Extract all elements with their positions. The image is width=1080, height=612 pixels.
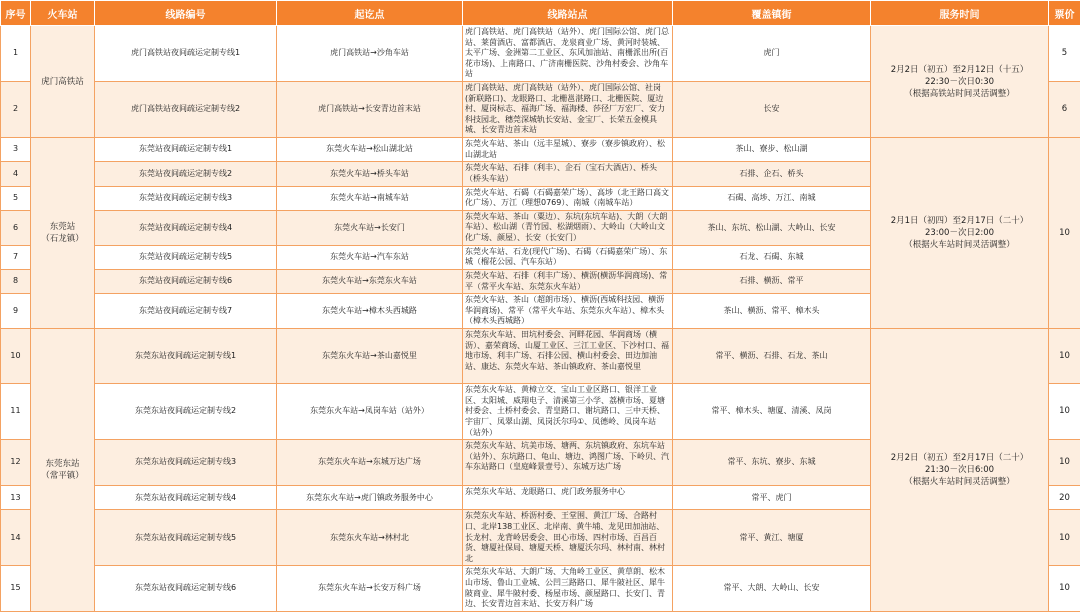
route: 虎门高铁站→长安青边首末站 bbox=[277, 82, 463, 138]
header-line: 线路编号 bbox=[95, 1, 277, 26]
row-no: 6 bbox=[1, 210, 31, 245]
line-name: 东莞站夜间疏运定制专线1 bbox=[95, 138, 277, 162]
row-no: 8 bbox=[1, 270, 31, 294]
row-no: 2 bbox=[1, 82, 31, 138]
stops: 虎门高铁站、虎门高铁站（站外）、虎门国际公馆、虎门总站、莱茵酒店、富都酒店、龙泉商业广场、黄河时装城、太平广场、金洲第二工业区、东风加油站、南栅派出所(百花市场)、上南路口、广济南栅医院、沙角村委会、沙角车站 bbox=[463, 26, 673, 82]
line-name: 虎门高铁站夜间疏运定制专线2 bbox=[95, 82, 277, 138]
stops: 东莞东火车站、大朗广场、大角岭工业区、黄草朗、松木山市场、鲁山工业城、公凹三路路口、犀牛陂社区、犀牛陂商业、犀牛陂村委、杨屋市场、颜屋路口、长安门、青边、长安青边首末站、长安万科广场 bbox=[463, 566, 673, 612]
coverage-area: 常平、大朗、大岭山、长安 bbox=[673, 566, 871, 612]
fare: 10 bbox=[1049, 440, 1080, 486]
fare: 10 bbox=[1049, 329, 1080, 384]
stops: 东莞火车站、茶山（远丰星城）、寮步（寮步镇政府）、松山湖北站 bbox=[463, 138, 673, 162]
header-area: 覆盖镇街 bbox=[673, 1, 871, 26]
row-no: 11 bbox=[1, 384, 31, 440]
fare: 6 bbox=[1049, 82, 1080, 138]
line-name: 东莞东站夜间疏运定制专线1 bbox=[95, 329, 277, 384]
coverage-area: 茶山、寮步、松山湖 bbox=[673, 138, 871, 162]
line-name: 东莞东站夜间疏运定制专线2 bbox=[95, 384, 277, 440]
stops: 东莞火车站、茶山（粟边）、东坑(东坑车站)、大朗（大朗车站）、松山湖（青竹园、松湖烟雨）、大岭山（大岭山文化广场、颜屋）、长安（长安门） bbox=[463, 210, 673, 245]
header-route: 起讫点 bbox=[277, 1, 463, 26]
coverage-area: 常平、樟木头、塘厦、清溪、凤岗 bbox=[673, 384, 871, 440]
stops: 东莞东火车站、龙眼路口、虎门政务服务中心 bbox=[463, 486, 673, 510]
coverage-area: 石龙、石碣、东城 bbox=[673, 245, 871, 269]
table-row bbox=[1, 329, 1080, 384]
fare: 20 bbox=[1049, 486, 1080, 510]
line-name: 东莞东站夜间疏运定制专线4 bbox=[95, 486, 277, 510]
coverage-area: 茶山、横沥、常平、樟木头 bbox=[673, 294, 871, 329]
route: 东莞火车站→南城车站 bbox=[277, 186, 463, 210]
route: 东莞火车站→樟木头西城路 bbox=[277, 294, 463, 329]
station-dongguan: 东莞站 （石龙镇） bbox=[31, 138, 95, 329]
route: 东莞火车站→长安门 bbox=[277, 210, 463, 245]
header-station: 火车站 bbox=[31, 1, 95, 26]
header-service-time: 服务时间 bbox=[871, 1, 1049, 26]
line-name: 虎门高铁站夜间疏运定制专线1 bbox=[95, 26, 277, 82]
header-fare: 票价 bbox=[1049, 1, 1080, 26]
fare: 10 bbox=[1049, 384, 1080, 440]
route: 东莞火车站→汽车东站 bbox=[277, 245, 463, 269]
coverage-area: 石碣、高埗、万江、南城 bbox=[673, 186, 871, 210]
line-name: 东莞站夜间疏运定制专线5 bbox=[95, 245, 277, 269]
row-no: 4 bbox=[1, 162, 31, 186]
coverage-area: 长安 bbox=[673, 82, 871, 138]
coverage-area: 石排、企石、桥头 bbox=[673, 162, 871, 186]
route: 东莞东火车站→虎门镇政务服务中心 bbox=[277, 486, 463, 510]
fare: 10 bbox=[1049, 138, 1080, 329]
stops: 东莞东火车站、黄樟立交、宝山工业区路口、银洋工业区、太阳城、威翔电子、清溪第三小学、荔横市场、夏塘村委会、土桥村委会、青皇路口、谢坑路口、三中天桥、宇宙厂、凤翠山湖、凤岗沃尔玛①、凤德岭、凤岗车站（站外） bbox=[463, 384, 673, 440]
line-name: 东莞东站夜间疏运定制专线5 bbox=[95, 510, 277, 566]
stops: 虎门高铁站、虎门高铁站（站外）、虎门国际公馆、社岗(新联路口)、龙眼路口、北栅邕湛路口、北栅医院、厦边村、厦岗标志、福海广场、福海楼、莎径厂万宏厂、安力科技园北、穗莞深城轨长安站、金宝厂、长荣五金模具城、长安青边首末站 bbox=[463, 82, 673, 138]
row-no: 1 bbox=[1, 26, 31, 82]
fare: 10 bbox=[1049, 510, 1080, 566]
route: 东莞火车站→桥头车站 bbox=[277, 162, 463, 186]
station-dongguan-east: 东莞东站 （常平镇） bbox=[31, 329, 95, 612]
service-time-dongguan-east: 2月2日（初五）至2月17日（二十） 21:30－次日6:00 （根据火车站时间灵活调整） bbox=[871, 329, 1049, 612]
route: 东莞东火车站→林村北 bbox=[277, 510, 463, 566]
service-time-humen: 2月2日（初五）至2月12日（十五） 22:30－次日0:30 （根据高铁站时间灵活调整） bbox=[871, 26, 1049, 138]
coverage-area: 虎门 bbox=[673, 26, 871, 82]
line-name: 东莞站夜间疏运定制专线4 bbox=[95, 210, 277, 245]
coverage-area: 常平、虎门 bbox=[673, 486, 871, 510]
stops: 东莞火车站、石龙(现代广场)、石碣（石碣嘉荣广场）、东城（榴花公园、汽车东站） bbox=[463, 245, 673, 269]
header-stops: 线路站点 bbox=[463, 1, 673, 26]
coverage-area: 茶山、东坑、松山湖、大岭山、长安 bbox=[673, 210, 871, 245]
stops: 东莞东火车站、田坑村委会、河畔花园、华润商场（横沥）、嘉荣商场、山厦工业区、三江工业区、下沙村口、福地市场、利丰广场、石排公园、横山村委会、田边加油站、康达、东莞火车站、茶山镇政府、茶山嘉悦里 bbox=[463, 329, 673, 384]
row-no: 9 bbox=[1, 294, 31, 329]
stops: 东莞火车站、石排（利丰广场）、横沥(横沥华润商场)、常平（常平火车站、东莞东火车站） bbox=[463, 270, 673, 294]
row-no: 12 bbox=[1, 440, 31, 486]
fare: 5 bbox=[1049, 26, 1080, 82]
route: 东莞东火车站→茶山嘉悦里 bbox=[277, 329, 463, 384]
row-no: 5 bbox=[1, 186, 31, 210]
coverage-area: 常平、横沥、石排、石龙、茶山 bbox=[673, 329, 871, 384]
line-name: 东莞东站夜间疏运定制专线6 bbox=[95, 566, 277, 612]
header-row bbox=[1, 1, 1080, 26]
row-no: 7 bbox=[1, 245, 31, 269]
table-row bbox=[1, 26, 1080, 82]
route: 东莞东火车站→东城万达广场 bbox=[277, 440, 463, 486]
row-no: 10 bbox=[1, 329, 31, 384]
coverage-area: 石排、横沥、常平 bbox=[673, 270, 871, 294]
row-no: 14 bbox=[1, 510, 31, 566]
header-no: 序号 bbox=[1, 1, 31, 26]
line-name: 东莞站夜间疏运定制专线3 bbox=[95, 186, 277, 210]
line-name: 东莞东站夜间疏运定制专线3 bbox=[95, 440, 277, 486]
service-time-dongguan: 2月1日（初四）至2月17日（二十） 23:00－次日2:00 （根据火车站时间灵活调整） bbox=[871, 138, 1049, 329]
stops: 东莞火车站、石碣（石碣嘉荣广场）、高埗（北王路口高文化广场）、万江（理想0769）、南城（南城车站） bbox=[463, 186, 673, 210]
row-no: 15 bbox=[1, 566, 31, 612]
row-no: 3 bbox=[1, 138, 31, 162]
fare: 10 bbox=[1049, 566, 1080, 612]
route: 东莞火车站→东莞东火车站 bbox=[277, 270, 463, 294]
station-humen: 虎门高铁站 bbox=[31, 26, 95, 138]
coverage-area: 常平、东坑、寮步、东城 bbox=[673, 440, 871, 486]
stops: 东莞火车站、石排（利丰）、企石（宝石大酒店）、桥头（桥头车站） bbox=[463, 162, 673, 186]
route: 东莞火车站→松山湖北站 bbox=[277, 138, 463, 162]
row-no: 13 bbox=[1, 486, 31, 510]
coverage-area: 常平、黄江、塘厦 bbox=[673, 510, 871, 566]
line-name: 东莞站夜间疏运定制专线2 bbox=[95, 162, 277, 186]
route: 东莞东火车站→凤岗车站（站外） bbox=[277, 384, 463, 440]
line-name: 东莞站夜间疏运定制专线6 bbox=[95, 270, 277, 294]
route: 东莞东火车站→长安万科广场 bbox=[277, 566, 463, 612]
route: 虎门高铁站→沙角车站 bbox=[277, 26, 463, 82]
stops: 东莞东火车站、坑美市场、塘两、东坑镇政府、东坑车站（站外）、东坑路口、龟山、塘边、鸿图广场、下岭贝、汽车东站路口（皇庭峰景壹号）、东城万达广场 bbox=[463, 440, 673, 486]
line-name: 东莞站夜间疏运定制专线7 bbox=[95, 294, 277, 329]
stops: 东莞火车站、茶山（超朗市场）、横沥(西城科技园、横沥华润商场)、常平（常平火车站、东莞东火车站）、樟木头（樟木头西城路） bbox=[463, 294, 673, 329]
table-row bbox=[1, 138, 1080, 162]
stops: 东莞东火车站、桥沥村委、王堂围、黄江厂场、合路村口、北岸138工业区、北岸南、黄牛埔、龙见田加油站、长龙村、龙背岭居委会、田心市场、四村市场、百昌百货、塘厦社保局、塘厦天桥、塘厦沃尔玛、林村南、林村北 bbox=[463, 510, 673, 566]
